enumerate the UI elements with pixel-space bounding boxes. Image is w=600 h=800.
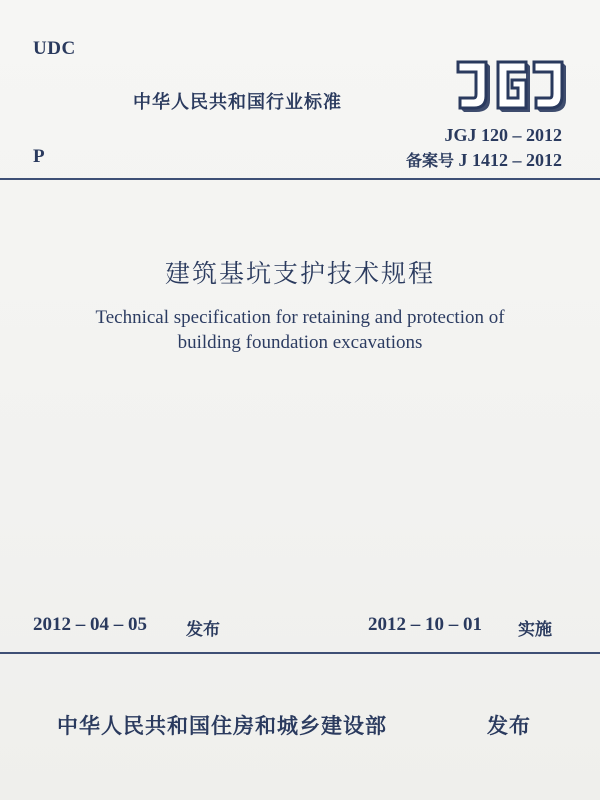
ministry-issue-label: 发布 <box>487 714 531 738</box>
implement-label: 实施 <box>518 620 552 640</box>
jgj-logo <box>454 56 566 114</box>
udc-label: UDC <box>33 38 76 59</box>
implement-date: 2012 – 10 – 01 <box>368 614 482 635</box>
title-english <box>0 305 600 355</box>
logo-letter-g <box>498 62 526 108</box>
issuing-ministry: 中华人民共和国住房和城乡建设部 <box>57 714 387 738</box>
record-number-line <box>406 148 562 171</box>
classification-label: P <box>33 146 45 167</box>
logo-letter-j2 <box>534 62 562 108</box>
top-divider <box>0 178 600 180</box>
title-english-line2: building foundation excavations <box>177 332 423 353</box>
title-english-line1: Technical specification for retaining and protection of <box>95 307 505 328</box>
bottom-divider <box>0 652 600 654</box>
issue-label: 发布 <box>186 620 220 640</box>
standard-number: JGJ 120 – 2012 <box>444 125 562 145</box>
issue-date: 2012 – 04 – 05 <box>33 614 147 635</box>
record-prefix: 备案号 <box>405 151 454 170</box>
title-chinese: 建筑基坑支护技术规程 <box>164 259 435 288</box>
record-number: J 1412 – 2012 <box>458 150 562 170</box>
logo-letter-j1 <box>458 62 486 108</box>
industry-standard-heading: 中华人民共和国行业标准 <box>133 92 342 113</box>
